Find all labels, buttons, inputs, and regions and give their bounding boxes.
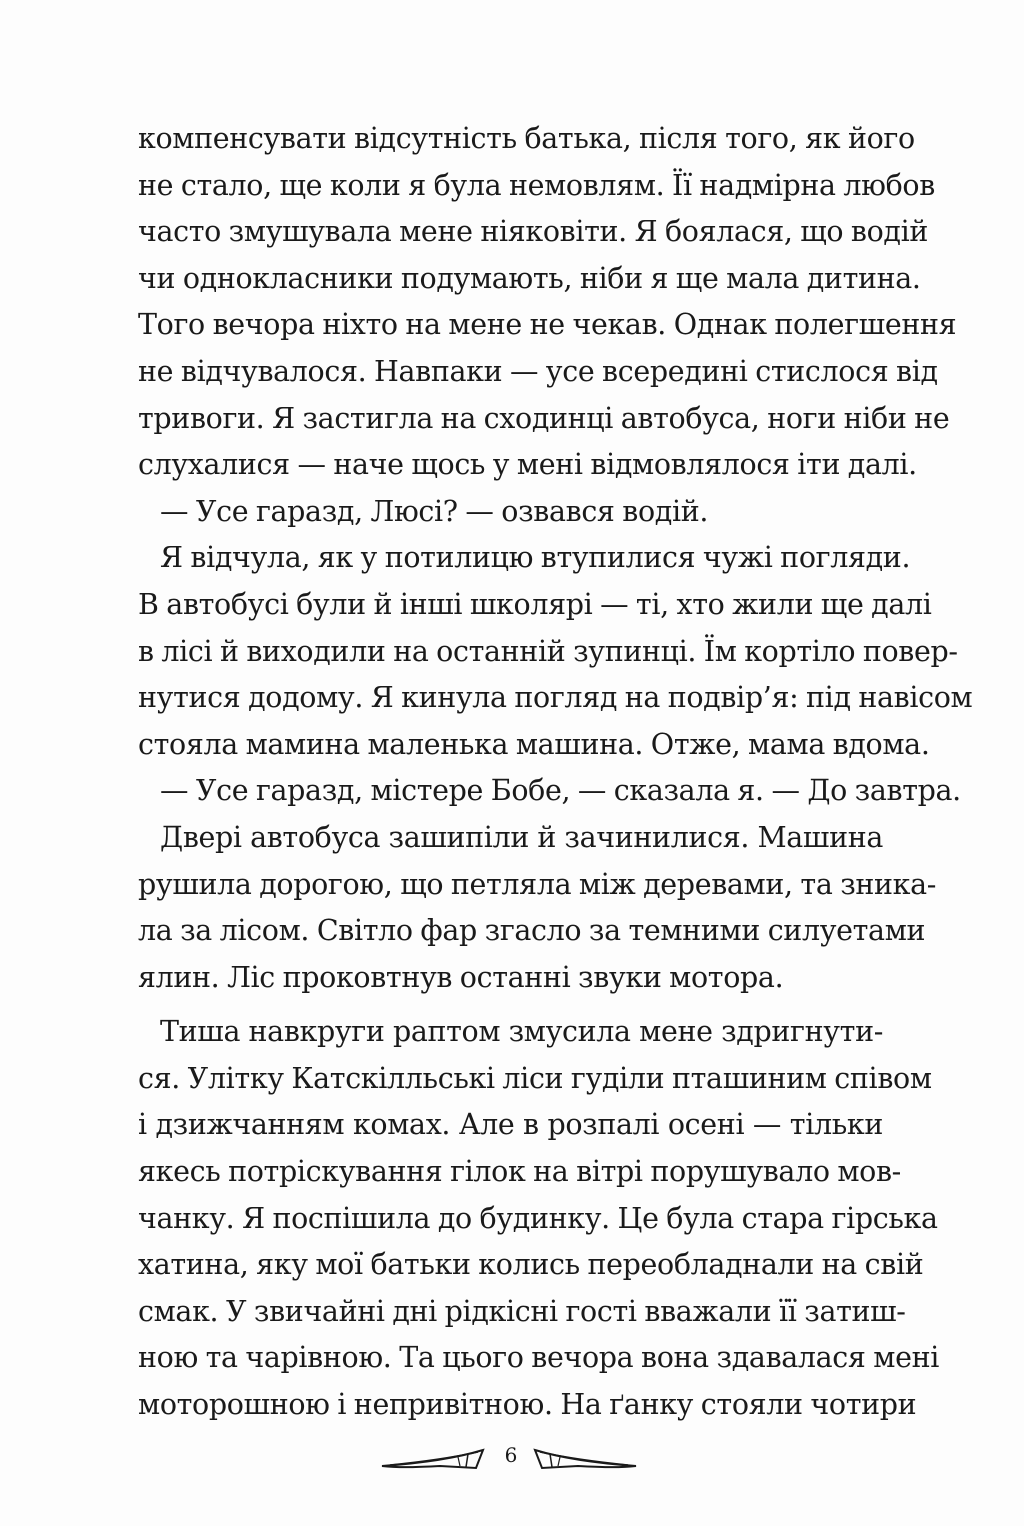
page-footer [0, 1440, 1024, 1480]
text-line: часто змушувала мене ніяковіти. Я боялася, що водій [138, 215, 929, 249]
body-text [138, 116, 973, 1429]
arrow-ornament-left-icon [380, 1448, 485, 1470]
text-line: компенсувати відсутність батька, після того, як його [138, 122, 915, 155]
dialogue-line: — Усе гаразд, містере Бобе, — сказала я. — До завтра. [160, 774, 961, 808]
text-line: ла за лісом. Світло фар згасло за темними силуетами [138, 914, 926, 948]
text-line: і дзижчанням комах. Але в розпалі осені — тільки [138, 1108, 883, 1142]
text-line: чи однокласники подумають, ніби я ще мала дитина. [138, 261, 921, 295]
arrow-ornament-right-icon [533, 1448, 638, 1470]
page-number: 6 [504, 1443, 518, 1467]
text-line: тривоги. Я застигла на сходинці автобуса, ноги ніби не [138, 401, 950, 435]
text-line: Тиша навкруги раптом змусила мене здригнути- [160, 1015, 883, 1049]
paragraph-gap [138, 1001, 883, 1009]
text-line: смак. У звичайні дні рідкісні гості вважали її затиш- [138, 1294, 906, 1328]
text-line: ною та чарівною. Та цього вечора вона здавалася мені [138, 1341, 939, 1375]
text-line: не стало, ще коли я була немовлям. Її надмірна любов [138, 168, 935, 202]
text-line: не відчувалося. Навпаки — усе всередині стислося від [138, 354, 938, 388]
text-line: якесь потріскування гілок на вітрі порушувало мов- [138, 1155, 901, 1189]
text-line: хатина, яку мої батьки колись переобладнали на свій [138, 1248, 924, 1282]
text-line: Двері автобуса зашипіли й зачинилися. Машина [160, 820, 883, 854]
text-line: ялин. Ліс проковтнув останні звуки мотора. [138, 960, 784, 994]
text-line: в лісі й виходили на останній зупинці. Їм кортіло повер- [138, 634, 958, 668]
text-line: Того вечора ніхто на мене не чекав. Однак полегшення [138, 308, 957, 342]
text-line: рушила дорогою, що петляла між деревами, та зника- [138, 867, 937, 901]
dialogue-line: — Усе гаразд, Люсі? — озвався водій. [160, 494, 709, 528]
text-line: В автобусі були й інші школярі — ті, хто жили ще далі [138, 587, 932, 621]
text-line: нутися додому. Я кинула погляд на подвір’я: під навісом [138, 681, 973, 715]
text-line: ся. Улітку Катскілльські ліси гуділи пташиним співом [138, 1061, 932, 1095]
text-line: чанку. Я поспішила до будинку. Це була стара гірська [138, 1201, 938, 1235]
text-line: слухалися — наче щось у мені відмовлялося іти далі. [138, 448, 917, 482]
text-line: моторошною і непривітною. На ґанку стояли чотири [138, 1388, 917, 1422]
text-line: Я відчула, як у потилицю втупилися чужі погляди. [160, 541, 911, 575]
text-line: стояла мамина маленька машина. Отже, мама вдома. [138, 727, 930, 761]
